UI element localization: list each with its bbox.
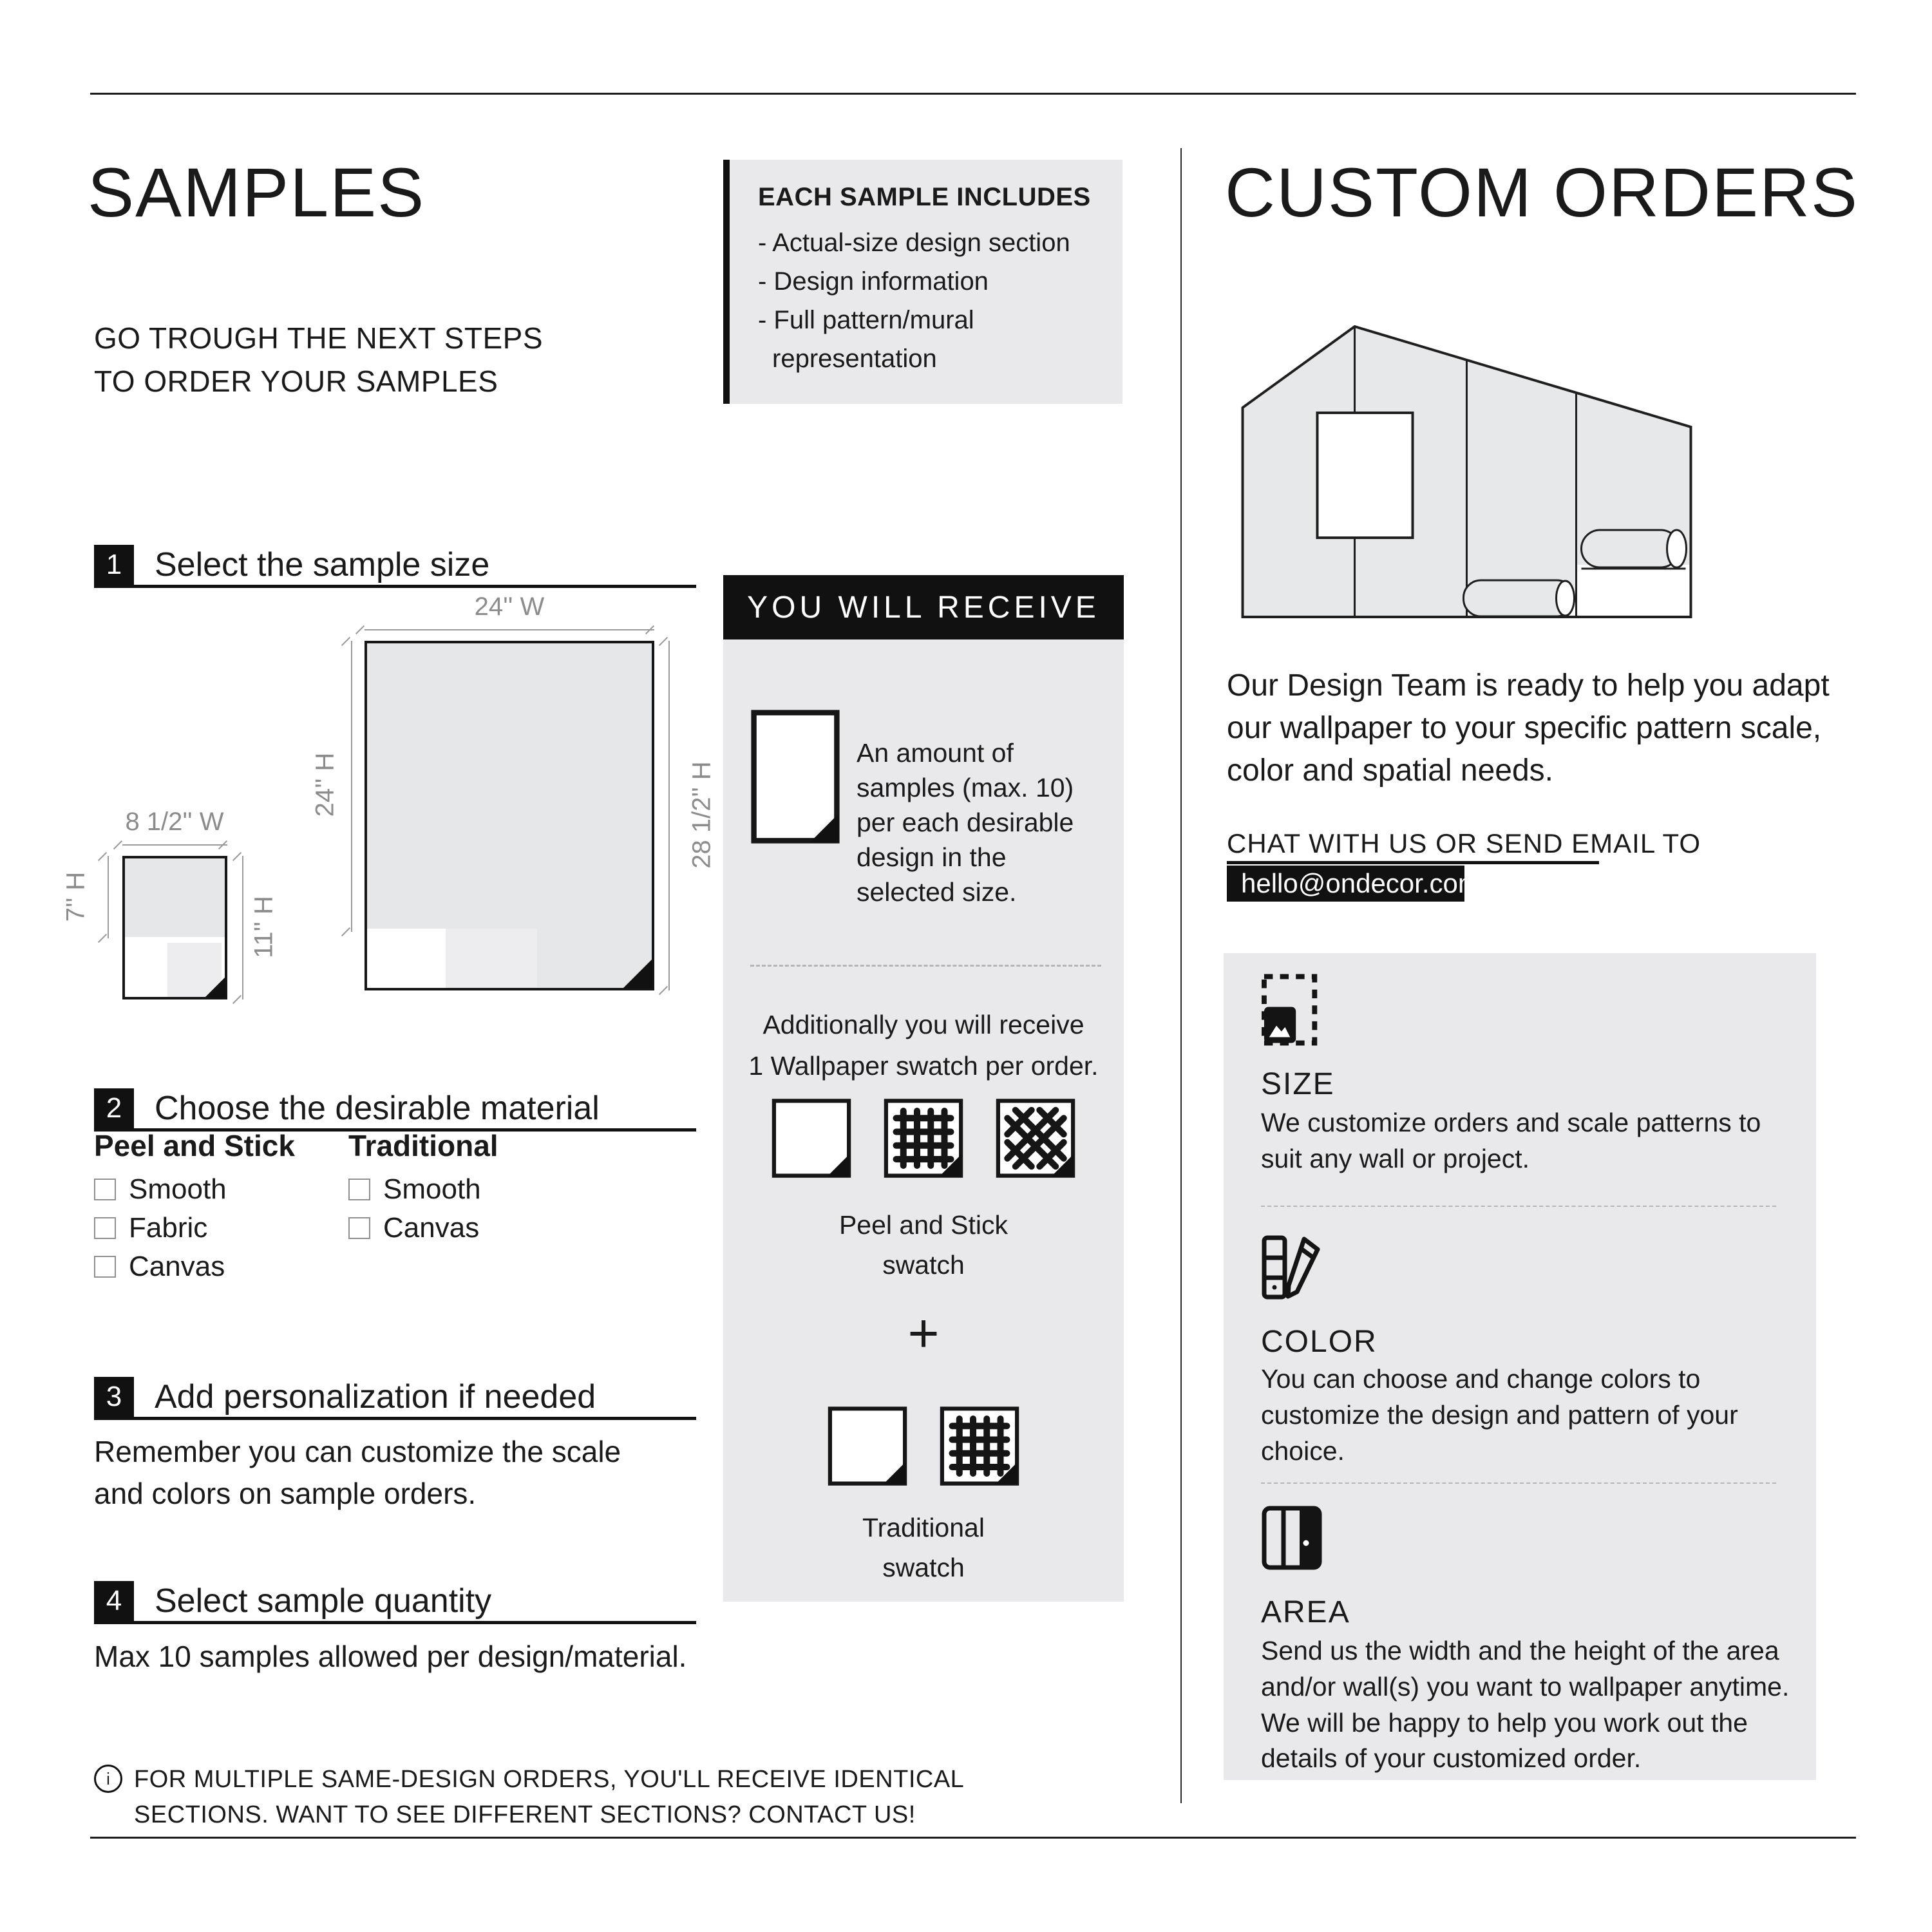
- email-link[interactable]: hello@ondecor.com: [1227, 866, 1464, 902]
- peel-and-stick-heading: Peel and Stick: [94, 1129, 295, 1162]
- includes-item: - Full pattern/mural representation: [758, 306, 974, 373]
- checkbox-peel-smooth[interactable]: [94, 1179, 116, 1200]
- house-wallpaper-illustration: [1240, 325, 1694, 618]
- color-section-text: You can choose and change colors to customize the design and pattern of your choice.: [1261, 1364, 1738, 1466]
- step-1-header: [94, 545, 696, 588]
- step-4-title: Select sample quantity: [155, 1582, 492, 1620]
- panel-divider: [1261, 1482, 1776, 1484]
- option-traditional-smooth: [348, 1173, 481, 1206]
- small-width-label: 8 1/2'' W: [125, 808, 224, 836]
- grid-swatch-icon: [938, 1406, 1021, 1486]
- area-section-title: AREA: [1261, 1595, 1350, 1629]
- contact-underline: [1227, 861, 1599, 864]
- step-3-header: [94, 1377, 696, 1420]
- blank-swatch-icon: [826, 1406, 909, 1486]
- step-3-title: Add personalization if needed: [155, 1378, 596, 1416]
- dim-tick: [341, 927, 350, 936]
- option-label: Smooth: [129, 1173, 227, 1205]
- small-left-dim-line: [108, 856, 109, 938]
- large-right-height-label: 28 1/2'' H: [687, 761, 716, 869]
- samples-amount-line: selected size.: [857, 877, 1017, 907]
- option-label: Canvas: [129, 1251, 225, 1282]
- dim-tick: [355, 625, 365, 634]
- small-left-height-label: 7'' H: [61, 871, 90, 922]
- dim-tick: [98, 852, 107, 861]
- step-3-underline: [94, 1417, 696, 1420]
- footer-note-line2: SECTIONS. WANT TO SEE DIFFERENT SECTIONS? CONTACT US!: [134, 1801, 916, 1829]
- samples-title: SAMPLES: [88, 153, 426, 231]
- checkbox-peel-canvas[interactable]: [94, 1256, 116, 1278]
- checkbox-traditional-smooth[interactable]: [348, 1179, 370, 1200]
- large-left-dim-line: [351, 641, 352, 932]
- option-peel-smooth: [94, 1173, 227, 1206]
- small-right-height-label: 11'' H: [249, 896, 278, 958]
- footer-note-line1: FOR MULTIPLE SAME-DESIGN ORDERS, YOU'LL RECEIVE IDENTICAL: [134, 1766, 965, 1793]
- dim-tick: [659, 986, 668, 995]
- column-divider: [1180, 148, 1182, 1803]
- traditional-swatch-icons: [723, 1406, 1124, 1486]
- large-sample-pattern-square: [446, 929, 537, 988]
- large-right-dim-line: [668, 641, 670, 990]
- traditional-swatch-label-line1: Traditional: [862, 1513, 985, 1542]
- samples-subtitle-line1: GO TROUGH THE NEXT STEPS: [94, 321, 544, 355]
- step-4-header: [94, 1581, 696, 1624]
- crop-image-icon: [1261, 974, 1322, 1046]
- traditional-swatch-label-line2: swatch: [882, 1552, 965, 1582]
- step-1-underline: [94, 585, 696, 588]
- dim-tick: [659, 637, 668, 646]
- large-width-dim-line: [365, 629, 654, 630]
- samples-subtitle: [94, 317, 543, 402]
- checkbox-peel-fabric[interactable]: [94, 1217, 116, 1239]
- wall-panels-icon: [1261, 1502, 1323, 1574]
- peel-swatch-label-line2: swatch: [882, 1249, 965, 1280]
- traditional-swatch-label: [723, 1508, 1124, 1587]
- small-sample-diagram: [122, 856, 227, 999]
- option-label: Canvas: [383, 1212, 480, 1244]
- each-sample-includes-box: [723, 160, 1122, 404]
- step-1-number: 1: [94, 545, 134, 585]
- step-4-note: Max 10 samples allowed per design/material.: [94, 1640, 687, 1673]
- small-width-dim-line: [122, 844, 227, 846]
- traditional-heading: Traditional: [348, 1129, 498, 1162]
- option-label: Smooth: [383, 1173, 481, 1205]
- peel-swatch-icons: [723, 1098, 1124, 1179]
- lattice-swatch-icon: [994, 1098, 1077, 1179]
- includes-item: - Design information: [758, 267, 989, 296]
- bottom-rule: [90, 1837, 1856, 1839]
- small-sample-pattern-square: [167, 943, 222, 997]
- option-label: Fabric: [129, 1212, 208, 1244]
- size-section-text: We customize orders and scale patterns to suit any wall or project.: [1261, 1108, 1761, 1173]
- large-sample-fold-corner: [623, 959, 652, 989]
- you-will-receive-banner: YOU WILL RECEIVE: [723, 575, 1124, 639]
- step-4-number: 4: [94, 1581, 134, 1621]
- option-peel-canvas: [94, 1251, 225, 1283]
- additional-line1: Additionally you will receive: [762, 1010, 1084, 1039]
- dim-tick: [113, 840, 122, 849]
- samples-amount-text: [857, 735, 1127, 910]
- dim-tick: [341, 637, 350, 646]
- additional-swatch-text: [723, 1005, 1124, 1086]
- grid-swatch-icon: [882, 1098, 965, 1179]
- plus-sign: +: [907, 1303, 940, 1363]
- checkbox-traditional-canvas[interactable]: [348, 1217, 370, 1239]
- step-4-underline: [94, 1621, 696, 1624]
- samples-amount-line: samples (max. 10): [857, 773, 1074, 803]
- option-peel-fabric: [94, 1212, 207, 1244]
- samples-subtitle-line2: TO ORDER YOUR SAMPLES: [94, 364, 498, 398]
- large-left-height-label: 24'' H: [310, 752, 339, 817]
- dotted-divider: [750, 965, 1101, 967]
- step-2-number: 2: [94, 1088, 134, 1128]
- peel-swatch-label: [723, 1206, 1124, 1285]
- includes-item: - Actual-size design section: [758, 229, 1070, 257]
- option-traditional-canvas: [348, 1212, 479, 1244]
- additional-line2: 1 Wallpaper swatch per order.: [748, 1050, 1099, 1081]
- large-width-label: 24'' W: [474, 592, 545, 621]
- design-team-intro: Our Design Team is ready to help you adapt our wallpaper to your specific pattern scale, color and spatial needs.: [1227, 668, 1830, 788]
- size-section-title: SIZE: [1261, 1067, 1335, 1101]
- contact-label: CHAT WITH US OR SEND EMAIL TO: [1227, 828, 1701, 858]
- sample-sheet-icon: [750, 708, 840, 845]
- panel-divider: [1261, 1206, 1776, 1207]
- dim-tick: [98, 934, 107, 943]
- step-3-number: 3: [94, 1377, 134, 1417]
- step-2-title: Choose the desirable material: [155, 1090, 600, 1127]
- info-icon: i: [94, 1765, 122, 1793]
- large-sample-diagram: [365, 641, 654, 990]
- step-3-note: Remember you can customize the scale and colors on sample orders.: [94, 1435, 621, 1511]
- dim-tick: [232, 852, 242, 861]
- custom-orders-title: CUSTOM ORDERS: [1225, 153, 1859, 231]
- includes-title: EACH SAMPLE INCLUDES: [758, 183, 1091, 211]
- includes-list: [758, 223, 1098, 378]
- dim-tick: [232, 995, 242, 1004]
- footer-note-text: [134, 1762, 964, 1833]
- samples-amount-line: An amount of: [857, 738, 1014, 768]
- samples-amount-line: design in the: [857, 842, 1007, 873]
- step-2-header: [94, 1088, 696, 1132]
- top-rule: [90, 93, 1856, 95]
- samples-amount-line: per each desirable: [857, 808, 1074, 838]
- area-section-text: Send us the width and the height of the area and/or wall(s) you want to wallpaper anytime. We will be happy to help you work out the details of your customized order.: [1261, 1636, 1790, 1774]
- step-1-title: Select the sample size: [155, 546, 490, 583]
- small-right-dim-line: [242, 856, 243, 999]
- color-swatches-icon: [1261, 1231, 1325, 1303]
- peel-swatch-label-line1: Peel and Stick: [838, 1210, 1009, 1240]
- color-section-title: COLOR: [1261, 1325, 1378, 1359]
- footer-note: [94, 1762, 964, 1833]
- blank-swatch-icon: [770, 1098, 853, 1179]
